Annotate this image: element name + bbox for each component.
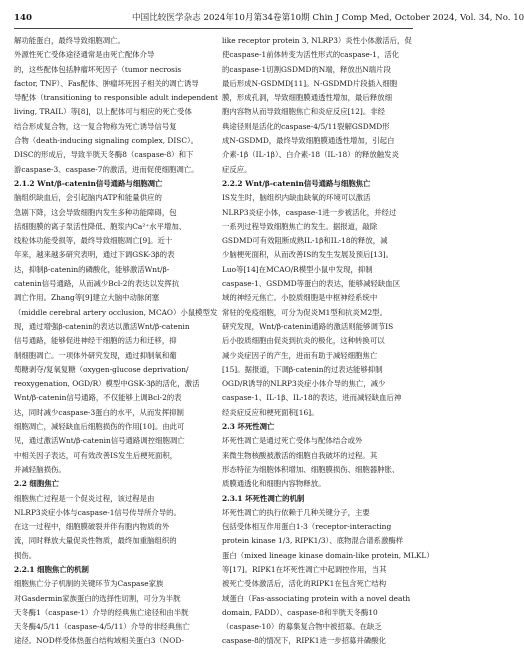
header-rule	[14, 28, 413, 29]
text-line: reoxygenation, OGD/R）模型中GSK-3β的活化，激活	[14, 379, 200, 389]
text-line: 坏死性凋亡是通过死亡受体与配体结合或外	[222, 436, 363, 446]
text-line: 凋亡作用。Zhang等[9]建立大脑中动脉闭塞	[14, 293, 160, 303]
text-line: domain, FADD）、caspase-8和半胱天冬酶10	[222, 607, 378, 617]
text-line: DISC的形成后，导致半胱天冬酶8（caspase-8）和下	[14, 150, 194, 160]
text-line: 途径。NOD样受体热蛋白结构域相关蛋白3（NOD-	[14, 636, 184, 646]
text-line: 形态特征为细胞体积增加、细胞膜损伤、细胞器肿胀、	[222, 464, 400, 474]
text-line: 外源性死亡受体途径通常是由死亡配体介导	[14, 50, 155, 60]
text-line: 2.3.1 坏死性凋亡的机制	[222, 493, 305, 503]
text-line: 解功能蛋白，最终导致细胞凋亡。	[14, 36, 125, 45]
text-line: catenin信号通路，从而减少Bcl-2的表达以发挥抗	[14, 279, 180, 289]
text-line: Luo等[14]在MCAO/R模型小鼠中发现，抑制	[222, 264, 373, 274]
text-line: 合物（death-inducing signaling complex, DISC）。	[14, 136, 199, 146]
text-line: 被死亡受体激活后，活化的RIPK1在包含死亡结构	[222, 579, 387, 589]
text-line: 流，同时释放大量促炎性物质，最终加重脑组织的	[14, 536, 177, 546]
text-line: NLRP3炎症小体，caspase-1进一步被活化，并经过	[222, 207, 397, 217]
text-line: 症反应。	[222, 164, 252, 174]
text-line: 后小胶质细胞由促炎到抗炎的极化，这种转换可以	[222, 336, 385, 346]
text-line: 研究发现，Wnt/β-catenin通路的激活则能够调节IS	[222, 321, 394, 331]
text-line: 2.1.2 Wnt/β-catenin信号通路与细胞凋亡	[14, 178, 163, 188]
text-line: 等[17]。RIPK1在坏死性凋亡中起调控作用，当其	[222, 564, 387, 574]
text-line: Wnt/β-catenin信号通路，不仅能够上调Bcl-2的表	[14, 393, 182, 403]
text-line: 蛋白（mixed lineage kinase domain-like protein, MLKL）	[222, 550, 434, 560]
text-line: 的，这些配体包括肿瘤坏死因子（tumor necrosis	[14, 64, 182, 74]
text-line: 2.3 坏死性凋亡	[222, 422, 275, 432]
text-line: caspase-8的情况下，RIPK1进一步招募并磷酸化	[222, 636, 386, 646]
text-line: 达，同时减少caspase-3蛋白的水平，从而发挥抑制	[14, 407, 184, 417]
text-line: 质膜通透化和细胞内容物释放。	[222, 479, 326, 489]
text-line: （middle cerebral artery occlusion, MCAO）小鼠模型发	[14, 307, 218, 317]
text-line: 萄糖剥夺/复氧复糖（oxygen-glucose deprivation/	[14, 364, 189, 374]
left-column	[14, 34, 219, 646]
text-line: 中相关因子表达，可有效改善IS发生后梗死面积，	[14, 450, 178, 460]
text-line: 域蛋白（Fas-associating protein with a novel death	[222, 593, 411, 603]
text-line: 信号通路，能够促进神经干细胞的活力和迁移，抑	[14, 336, 177, 346]
text-line: 急剧下降，这会导致细胞内发生多种功能障碍，包	[14, 207, 177, 217]
text-line: 细胞凋亡，减轻缺血后细胞损伤的作用[10]。由此可	[14, 422, 185, 432]
text-line: 见，通过激活Wnt/β-catenin信号通路调控细胞凋亡	[14, 436, 185, 446]
text-line: caspase-1、GSDMD等蛋白的表达，能够减轻缺血区	[222, 279, 401, 289]
text-line: 2.2.2 Wnt/β-catenin信号通路与细胞焦亡	[222, 178, 371, 188]
page-number: 140	[14, 13, 32, 23]
right-column	[222, 34, 434, 646]
text-line: 常驻的免疫细胞，可分为促炎M1型和抗炎M2型。	[222, 307, 387, 317]
text-line: 最后形成N-GSDMD[11]。N-GSDMD片段插入细胞	[222, 78, 398, 88]
text-line: 经炎症反应和梗死面积[16]。	[222, 407, 319, 417]
text-line: 天冬酶1（caspase-1）介导的经典焦亡途径和由半胱	[14, 607, 189, 617]
text-line: OGD/R诱导的NLRP3炎症小体介导的焦亡，减少	[222, 379, 386, 389]
text-line: 括细胞膜的离子泵活性降低、胞浆内Ca²⁺水平增加、	[14, 221, 187, 231]
text-line: 年来，越来越多研究表明，通过下调GSK-3β的表	[14, 250, 175, 260]
text-line: 导配体（transitioning to responsible adult independent	[14, 93, 219, 103]
text-line: 包括受体相互作用蛋白1-3（receptor-interacting	[222, 522, 392, 532]
text-line: 线粒体功能受损等，最终导致细胞凋亡[9]。近十	[14, 236, 173, 246]
text-line: （caspase-10）的募集复合物中被招募。在缺乏	[222, 622, 382, 632]
text-line: 胞内容物从而导致细胞焦亡和炎症反应[12]。非经	[222, 107, 385, 117]
text-line: 一系列过程导致细胞焦亡的发生。据报道，敲除	[222, 221, 378, 231]
text-line: caspase-1、IL-1β、IL-18的表达，进而减轻缺血后神	[222, 393, 402, 403]
text-line: 天冬酶4/5/11（caspase-4/5/11）介导的非经典焦亡	[14, 622, 190, 632]
text-line: 损伤。	[14, 550, 37, 560]
text-line: 2.2 细胞焦亡	[14, 479, 59, 489]
text-line: 减少炎症因子的产生，进而有助于减轻细胞焦亡	[222, 350, 378, 360]
text-line: 膜，形成孔洞，导致细胞膜通透性增加，最后释放细	[222, 93, 392, 103]
text-line: living, TRAIL）等[8]，以上配体可与相应的死亡受体	[14, 107, 192, 117]
text-line: 少脑梗死面积，从而改善IS的发生发展及预后[13]。	[222, 250, 393, 260]
text-line: 成N-GSDMD，最终导致细胞膜通透性增加，引起白	[222, 136, 395, 146]
text-line: 结合形成复合物，这一复合物称为死亡诱导信号复	[14, 121, 177, 131]
text-line: 制细胞凋亡。一项体外研究发现，通过抑制氧和葡	[14, 350, 177, 360]
text-line: 坏死性凋亡的执行依赖于几种关键分子，主要	[222, 507, 370, 517]
text-line: 现，通过增强β-catenin的表达以激活Wnt/β-catenin	[14, 321, 190, 331]
text-line: 并减轻脑损伤。	[14, 464, 66, 474]
text-line: like receptor protein 3, NLRP3）炎性小体激活后，促	[222, 36, 412, 45]
text-line: protein kinase 1/3, RIPK1/3）、底物混合谱系激酶样	[222, 536, 404, 546]
journal-citation: 中国比较医学杂志 2024年10月第34卷第10期 Chin J Comp Med, October 2024, Vol. 34, No. 10	[132, 13, 524, 23]
text-line: 域的神经元焦亡。小胶质细胞是中枢神经系统中	[222, 293, 378, 303]
text-line: 游caspase-3、caspase-7的激活，进而促使细胞凋亡。	[14, 164, 199, 174]
text-line: 2.2.1 细胞焦亡的机制	[14, 564, 89, 574]
text-line: 细胞焦亡过程是一个促炎过程，该过程是由	[14, 493, 155, 503]
text-line: 介素-1β（IL-1β）、白介素-18（IL-18）的释放触发炎	[222, 150, 399, 160]
text-line: 来微生物核酸被激活的细胞自我破坏的过程。其	[222, 450, 378, 460]
text-line: factor, TNF）、Fas配体、肿瘤坏死因子相关的凋亡诱导	[14, 78, 199, 88]
text-line: 在这一过程中，细胞膜破裂并伴有胞内物质的外	[14, 522, 170, 532]
text-line: 细胞焦亡分子机制的关键环节为Caspase家族	[14, 579, 164, 589]
text-line: 达，抑制β-catenin的磷酸化，能够激活Wnt/β-	[14, 264, 170, 274]
page-header	[14, 10, 524, 26]
text-line: 的caspase-1切割GSDMD的N端，释放出N端片段	[222, 64, 391, 74]
text-line: GSDMD可有效阻断成熟IL-1β和IL-18的释放，减	[222, 236, 388, 246]
text-line: 典途径则是活化的caspase-4/5/11裂解GSDMD形	[222, 121, 390, 131]
text-line: IS发生时，脑组织内缺血缺氧的环境可以激活	[222, 193, 371, 203]
text-line: 使caspase-1前体转变为活性形式的caspase-1，活化	[222, 50, 400, 60]
text-line: [15]。据报道，下调β-catenin的过表达能够抑制	[222, 364, 383, 374]
text-line: NLRP3炎症小体与caspase-1信号传导所介导的。	[14, 507, 181, 517]
text-line: 脑组织缺血后，会引起脑内ATP和能量供应的	[14, 193, 162, 203]
text-line: 对Gasdermin家族蛋白的选择性切割，可分为半胱	[14, 593, 181, 603]
